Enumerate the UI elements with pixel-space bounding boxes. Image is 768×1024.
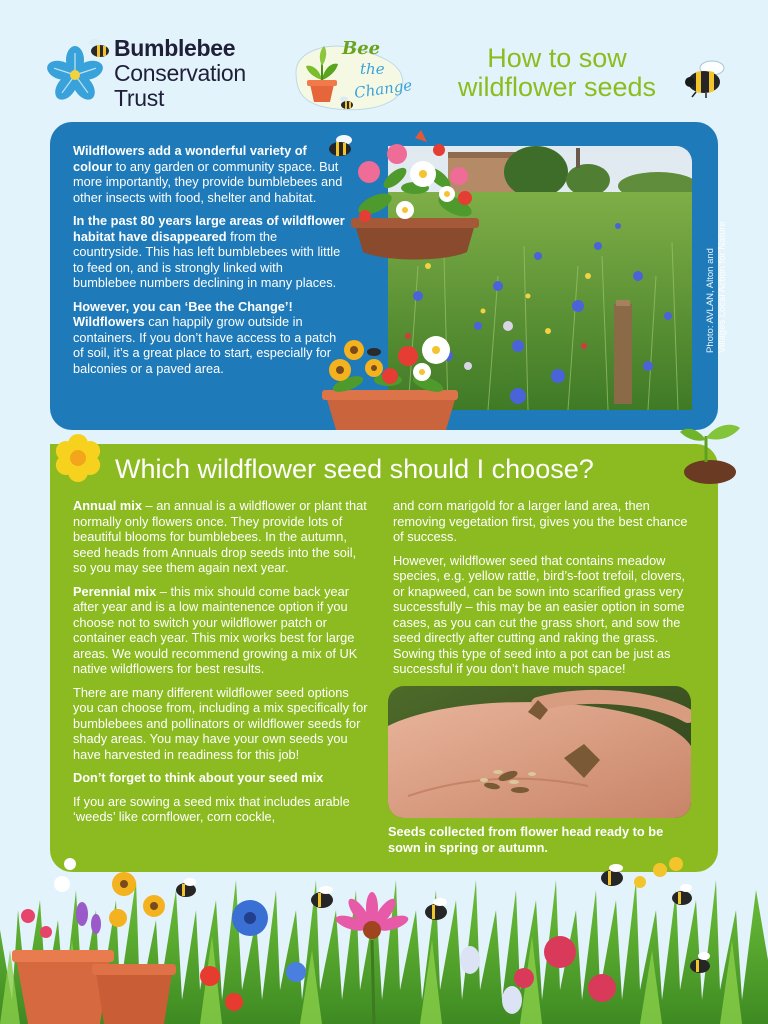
bee-icon	[86, 38, 112, 60]
garden-illustration	[0, 840, 768, 1024]
organisation-name	[114, 36, 304, 111]
left-column	[73, 498, 368, 833]
intro-paragraph-2: In the past 80 years large areas of wildflower habitat have disappeared from the countryside. This has left bumblebees with little to feed on, and is strongly linked with bumblebee numbers declining in many places.	[73, 213, 345, 290]
sprout-icon	[676, 418, 744, 488]
right-column	[393, 498, 691, 685]
campaign-word-2: the	[360, 60, 385, 78]
yellow-flower-icon	[52, 432, 104, 484]
meadow-species-paragraph: However, wildflower seed that contains meadow species, e.g. yellow rattle, bird’s-foot trefoil, clovers, or knapweed, can be sown into scarified grass very successfully – this may be an easier option in some cases, as you can cut the grass short, and sow the seed directly after cutting and raking the grass. Sowing this type of seed into a pot can be just as successful if you don’t have much space!	[393, 552, 686, 676]
title-line-1: How to sow	[487, 43, 627, 73]
flower-pot-icon	[318, 332, 460, 430]
seed-options-paragraph: There are many different wildflower seed options you can choose from, including a mix specifically for bumblebees and pollinators or wildflower seeds for shady areas. You may have your own seeds you have harvested in readiness for this job!	[73, 684, 368, 762]
bee-icon	[338, 96, 354, 110]
seed-mix-heading: Don’t forget to think about your seed mix	[73, 770, 324, 785]
photo-credit: Photo: AVLAN, Alton and Villages Local Action for Nature	[705, 221, 728, 353]
seeds-in-hand-photo	[388, 686, 691, 818]
intro-text	[73, 143, 345, 384]
campaign-word-3: Change	[353, 76, 414, 102]
section-title: Which wildflower seed should I choose?	[115, 454, 594, 484]
page-title	[432, 44, 682, 102]
bee-the-change-logo	[290, 36, 414, 116]
intro-paragraph-3: However, you can ‘Bee the Change’! Wildflowers can happily grow outside in containers. If you don’t have access to a patch of soil, it’s a great place to start, especially for balconies or a paved area.	[73, 298, 337, 376]
arable-paragraph-continued: and corn marigold for a larger land area, then removing vegetation first, gives you the best chance of success.	[393, 498, 688, 544]
hanging-basket-icon	[335, 128, 500, 263]
campaign-word-1: Bee	[342, 38, 381, 59]
intro-paragraph-1: Wildflowers add a wonderful variety of colour to any garden or community space. But more importantly, they provide bumblebees and other insects with food, shelter and habitat.	[73, 143, 343, 205]
org-line-1: Bumblebee	[114, 35, 236, 61]
arable-paragraph-start: If you are sowing a seed mix that includes arable ‘weeds’ like cornflower, corn cockle,	[73, 793, 350, 824]
photo-caption: Seeds collected from flower head ready to be sown in spring or autumn.	[388, 824, 664, 855]
annual-mix-paragraph: Annual mix – an annual is a wildflower or plant that normally only flowers once. They provide lots of beautiful blooms for bumblebees. In the autumn, seed heads from Annuals drop seeds into the soil, so you may see them again next year.	[73, 498, 367, 575]
title-line-2: wildflower seeds	[457, 72, 657, 102]
bee-icon	[682, 58, 730, 98]
bee-icon	[326, 134, 356, 160]
perennial-mix-paragraph: Perennial mix – this mix should come back year after year and is a low maintenence option if you choose not to switch your wildflower patch or container each year. This mix works best for large areas. We would recommend growing a mix of UK native wildflowers for best results.	[73, 583, 358, 676]
org-line-2: Conservation	[114, 60, 246, 86]
org-line-3: Trust	[114, 85, 165, 111]
